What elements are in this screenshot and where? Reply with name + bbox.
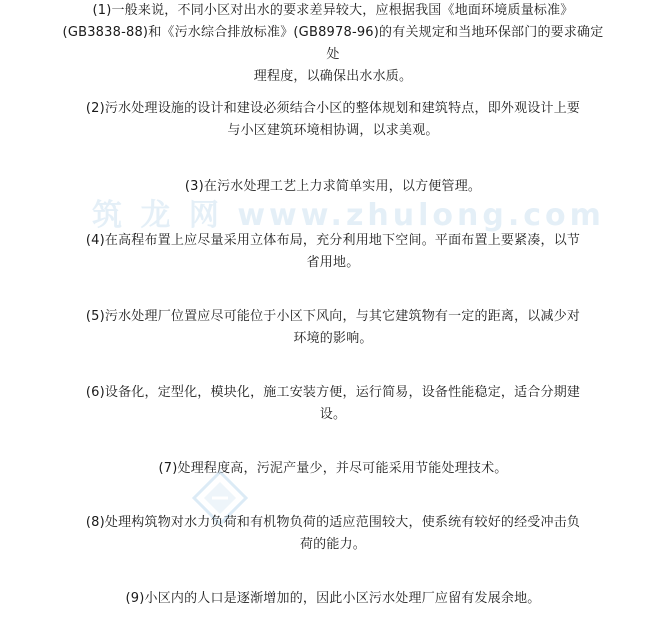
paragraph-2-line-2: 与小区建筑环境相协调，以求美观。 — [227, 123, 439, 138]
paragraph-2 — [60, 98, 606, 142]
paragraph-5 — [60, 306, 606, 350]
paragraph-9-line-1: (9)小区内的人口是逐渐增加的，因此小区污水处理厂应留有发展余地。 — [125, 591, 541, 606]
paragraph-1 — [60, 0, 606, 88]
paragraph-5-line-1: (5)污水处理厂位置应尽可能位于小区下风向，与其它建筑物有一定的距离，以减少对 — [85, 309, 581, 324]
paragraph-8-line-1: (8)处理构筑物对水力负荷和有机物负荷的适应范围较大，使系统有较好的经受冲击负 — [85, 515, 581, 530]
watermark-text: 筑 龙 网 www.zhulong.com — [92, 198, 605, 233]
paragraph-6-line-2: 设。 — [319, 407, 347, 422]
paragraph-6 — [60, 382, 606, 426]
paragraph-7 — [60, 458, 606, 480]
paragraph-5-line-2: 环境的影响。 — [293, 331, 373, 346]
paragraph-3-line-1: (3)在污水处理工艺上力求简单实用，以方便管理。 — [184, 179, 482, 194]
paragraph-1-line-3: 理程度，以确保出水水质。 — [253, 69, 413, 84]
paragraph-7-line-1: (7)处理程度高，污泥产量少，并尽可能采用节能处理技术。 — [158, 461, 508, 476]
paragraph-1-line-2: (GB3838-88)和《污水综合排放标准》(GB8978-96)的有关规定和当地环保部门的要求确定处 — [62, 25, 604, 62]
paragraph-4-line-2: 省用地。 — [306, 255, 360, 270]
paragraph-1-line-1: (1)一般来说，不同小区对出水的要求差异较大，应根据我国《地面环境质量标准》 — [92, 3, 574, 18]
paragraph-9 — [60, 588, 606, 610]
paragraph-3 — [60, 176, 606, 198]
paragraph-8-line-2: 荷的能力。 — [299, 537, 366, 552]
paragraph-4-line-1: (4)在高程布置上应尽量采用立体布局，充分利用地下空间。平面布置上要紧凑，以节 — [85, 233, 581, 248]
paragraph-2-line-1: (2)污水处理设施的设计和建设必须结合小区的整体规划和建筑特点，即外观设计上要 — [85, 101, 581, 116]
paragraph-8 — [60, 512, 606, 556]
paragraph-4 — [60, 230, 606, 274]
paragraph-6-line-1: (6)设备化，定型化，模块化，施工安装方便，运行简易，设备性能稳定，适合分期建 — [85, 385, 581, 400]
